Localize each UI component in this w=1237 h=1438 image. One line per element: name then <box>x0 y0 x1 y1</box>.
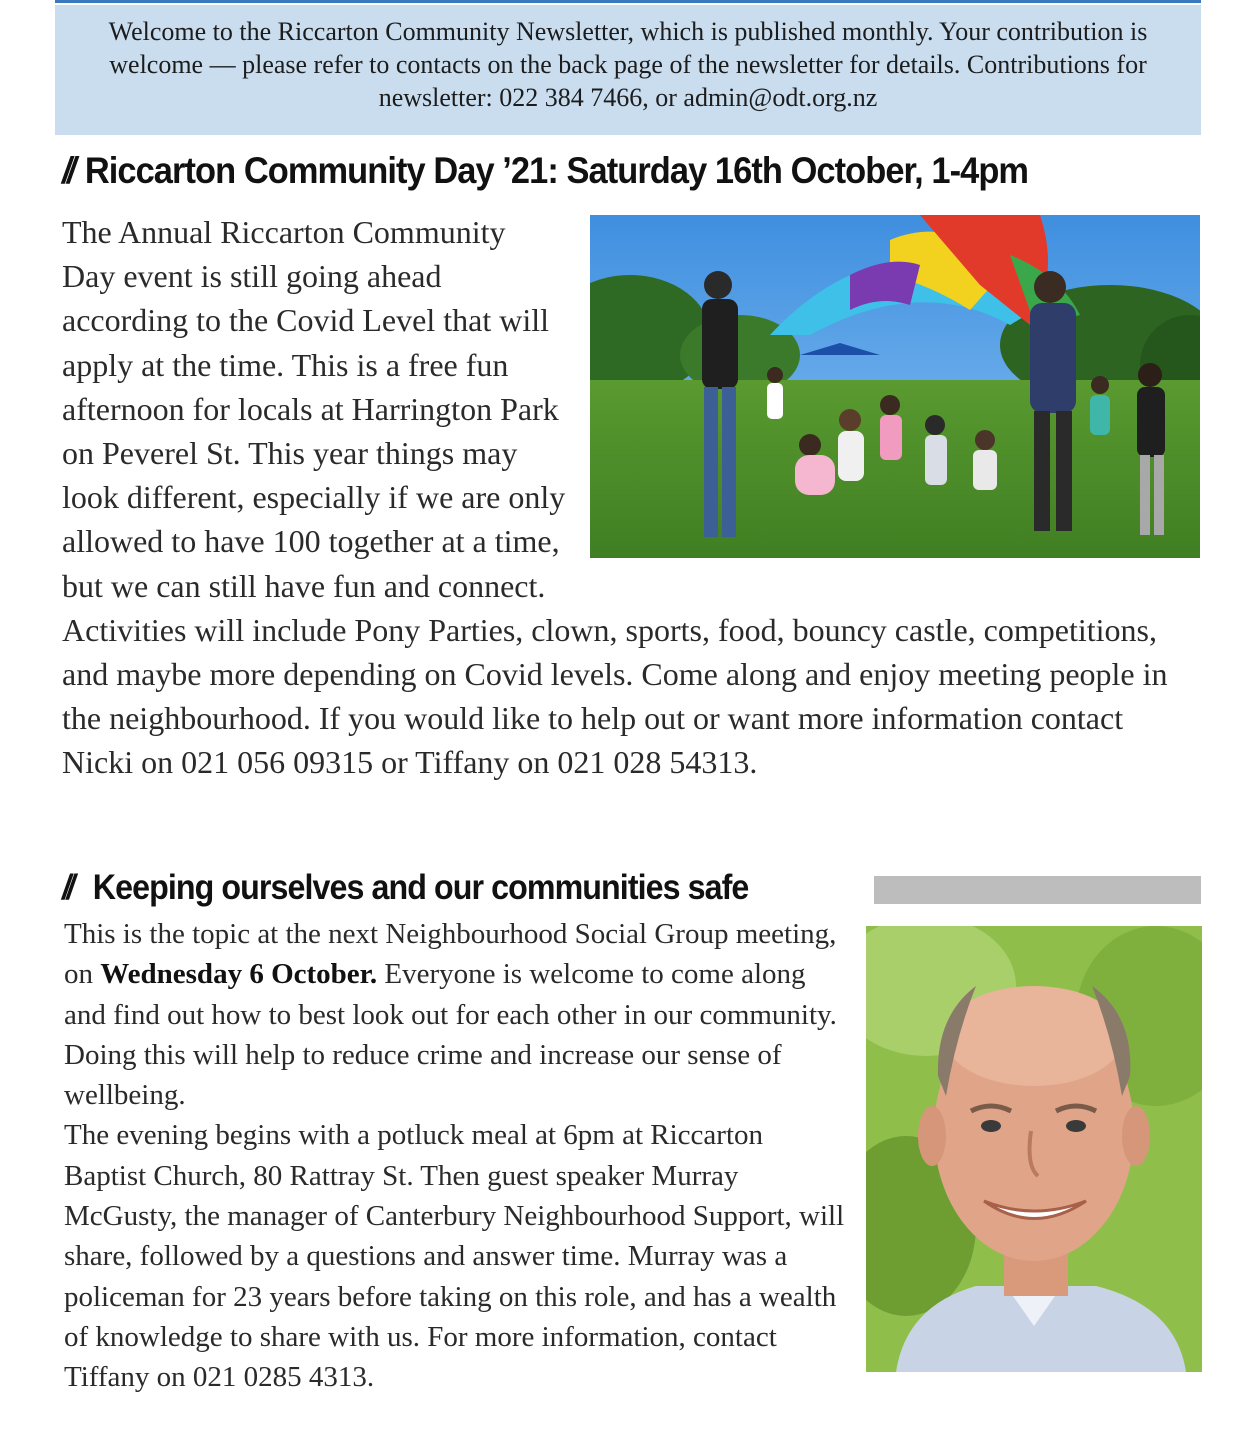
meeting-date: Wednesday 6 October. <box>100 958 378 991</box>
article-2-body <box>64 914 1204 1398</box>
article-1-body <box>62 210 1202 785</box>
top-rule <box>55 0 1201 3</box>
heading-marker-icon: // <box>62 150 72 191</box>
article-1-heading <box>62 148 1028 194</box>
speaker-portrait-photo <box>866 926 1202 1372</box>
banner-text: Welcome to the Riccarton Community Newsletter, which is published monthly. Your contribution is welcome — please refer to contacts on the back page of the newsletter for details. Contributions for newsletter: 022 384 7466, or admin@odt.org.nz <box>108 17 1148 112</box>
article-2-intro-rest: Everyone is welcome to come along and find out how to best look out for each other in our community. Doing this will help to reduce crime and increase our sense of wellbeing. <box>64 958 837 1112</box>
community-day-photo <box>590 215 1200 558</box>
article-1-title: Riccarton Community Day ’21: Saturday 16th October, 1-4pm <box>84 150 1029 191</box>
heading-marker-icon: // <box>62 868 71 907</box>
article-2-heading <box>62 866 748 910</box>
article-1-text: The Annual Riccarton Community Day event is still going ahead according to the Covid Level that will apply at the time. This is a free fun afternoon for locals at Harrington Park on Peverel St. This year things may look different, especially if we are only allowed to have 100 together at a time, but we can still have fun and connect. Activities will include Pony Parties, clown, sports, food, bouncy castle, competitions, and maybe more depending on Covid levels. Come along and enjoy meeting people in the neighbourhood. If you would like to help out or want more information contact Nicki on 021 056 09315 or Tiffany on 021 028 54313. <box>62 214 1168 781</box>
article-2-intro: This is the topic at the next Neighbourhood Social Group meeting, on <box>64 918 837 991</box>
parachute-game-photo-icon <box>590 215 1200 558</box>
article-2-paragraph-2: The evening begins with a potluck meal at 6pm at Riccarton Baptist Church, 80 Rattray St. Then guest speaker Murray McGusty, the manager of Canterbury Neighbourhood Support, will share, followed by a questions and answer time. Murray was a policeman for 23 years before taking on this role, and has a wealth of knowledge to share with us. For more information, contact Tiffany on 021 0285 4313. <box>64 1119 845 1394</box>
heading-rule <box>874 876 1201 904</box>
speaker-portrait-icon <box>866 926 1202 1372</box>
newsletter-banner <box>55 5 1201 135</box>
article-2-title: Keeping ourselves and our communities safe <box>92 868 749 907</box>
